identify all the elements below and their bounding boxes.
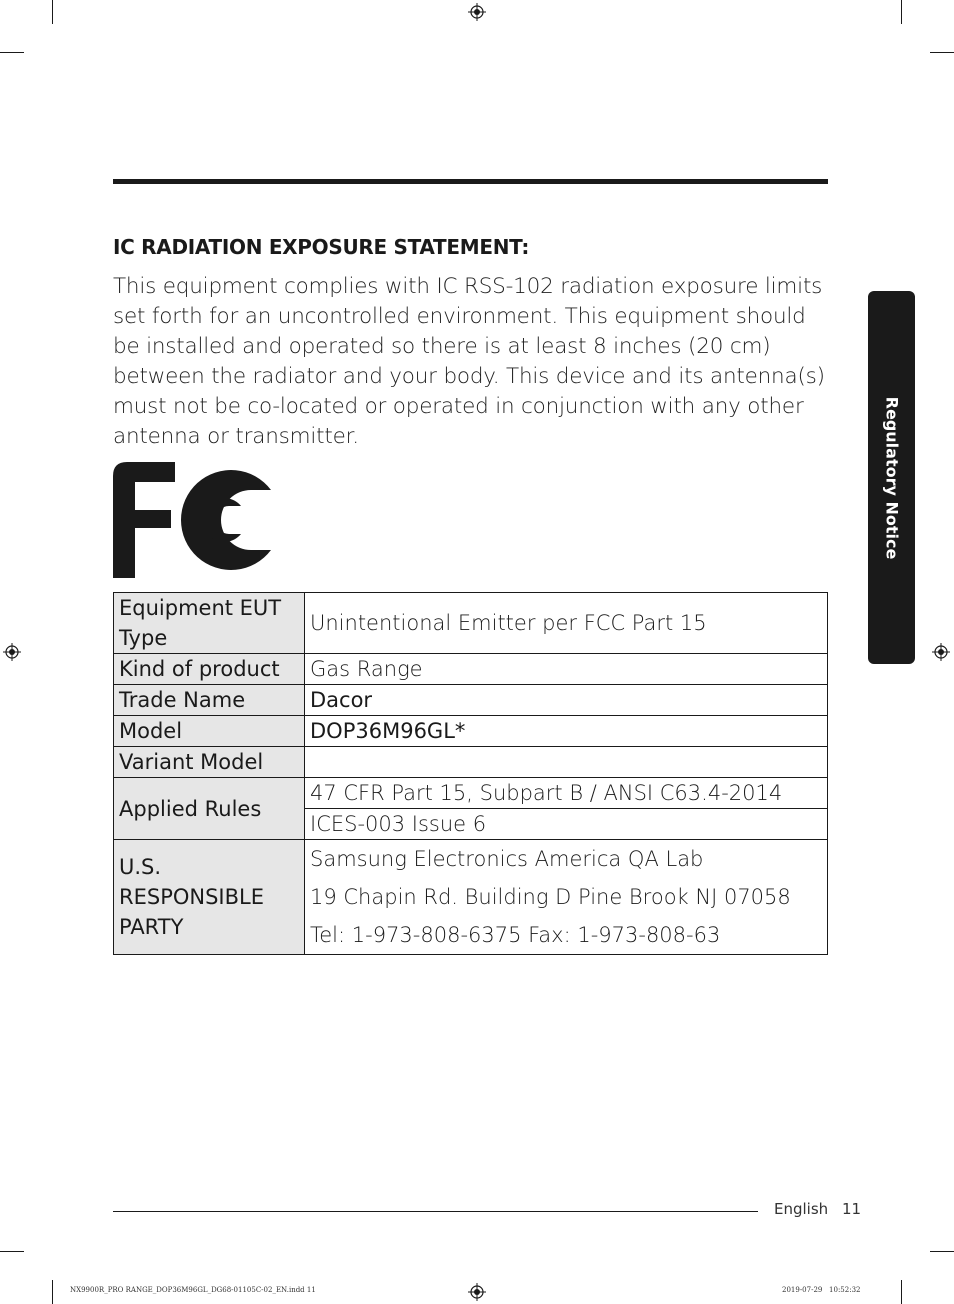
product-info-table [113, 592, 828, 955]
kind-of-product-label: Kind of product [114, 654, 305, 685]
print-slug-timestamp: 2019-07-29 10:52:32 [782, 1286, 861, 1294]
variant-model-value [305, 747, 828, 778]
crop-mark [930, 1251, 954, 1252]
model-value: DOP36M96GL* [305, 716, 828, 747]
registration-mark-icon [932, 643, 950, 661]
model-label: Model [114, 716, 305, 747]
kind-of-product-value: Gas Range [305, 654, 828, 685]
fcc-logo-icon [113, 462, 273, 578]
crop-mark [0, 1251, 24, 1252]
registration-mark-icon [468, 1283, 486, 1301]
applied-rules-label: Applied Rules [114, 778, 305, 840]
statement-paragraph: This equipment complies with IC RSS-102 radiation exposure limits set forth for an uncontrolled environment. This equipment should be installed and operated so there is at least 8 inches (20 cm) between the radiator and your body. This device and its antenna(s) must not be co-located or operated in conjunction with any other antenna or transmitter. [113, 274, 825, 449]
trade-name-value: Dacor [305, 685, 828, 716]
crop-mark [901, 1280, 902, 1304]
applied-rule-value: 47 CFR Part 15, Subpart B / ANSI C63.4-2014 [305, 778, 828, 809]
table-row [114, 840, 828, 955]
equipment-type-value: Unintentional Emitter per FCC Part 15 [305, 593, 828, 654]
section-heading: IC RADIATION EXPOSURE STATEMENT: [113, 235, 530, 259]
print-slug-file: NX9900R_PRO RANGE_DOP36M96GL_DG68-01105C-02_EN.indd 11 [70, 1286, 316, 1294]
footer-rule [113, 1211, 758, 1212]
registration-mark-icon [3, 643, 21, 661]
crop-mark [901, 0, 902, 24]
table-row [114, 593, 828, 654]
applied-rule-value: ICES-003 Issue 6 [305, 809, 828, 840]
side-tab-label: Regulatory Notice [882, 396, 901, 559]
equipment-type-label: Equipment EUT Type [114, 593, 305, 654]
crop-mark [930, 52, 954, 53]
table-row [114, 654, 828, 685]
footer-language: English [774, 1200, 829, 1218]
crop-mark [0, 52, 24, 53]
table-row [114, 747, 828, 778]
variant-model-label: Variant Model [114, 747, 305, 778]
registration-mark-icon [468, 3, 486, 21]
responsible-party-value [305, 840, 828, 955]
table-row [114, 778, 828, 809]
table-row [114, 685, 828, 716]
trade-name-label: Trade Name [114, 685, 305, 716]
responsible-party-line: Tel: 1-973-808-6375 Fax: 1-973-808-63 [310, 923, 721, 947]
section-side-tab [868, 291, 915, 664]
crop-mark [52, 1280, 53, 1304]
responsible-party-line: 19 Chapin Rd. Building D Pine Brook NJ 07058 [310, 885, 791, 909]
section-top-rule [113, 179, 828, 184]
responsible-party-label: U.S. RESPONSIBLE PARTY [114, 840, 305, 955]
footer-page-number: 11 [842, 1200, 862, 1218]
table-row [114, 716, 828, 747]
responsible-party-line: Samsung Electronics America QA Lab [310, 847, 704, 871]
crop-mark [52, 0, 53, 24]
